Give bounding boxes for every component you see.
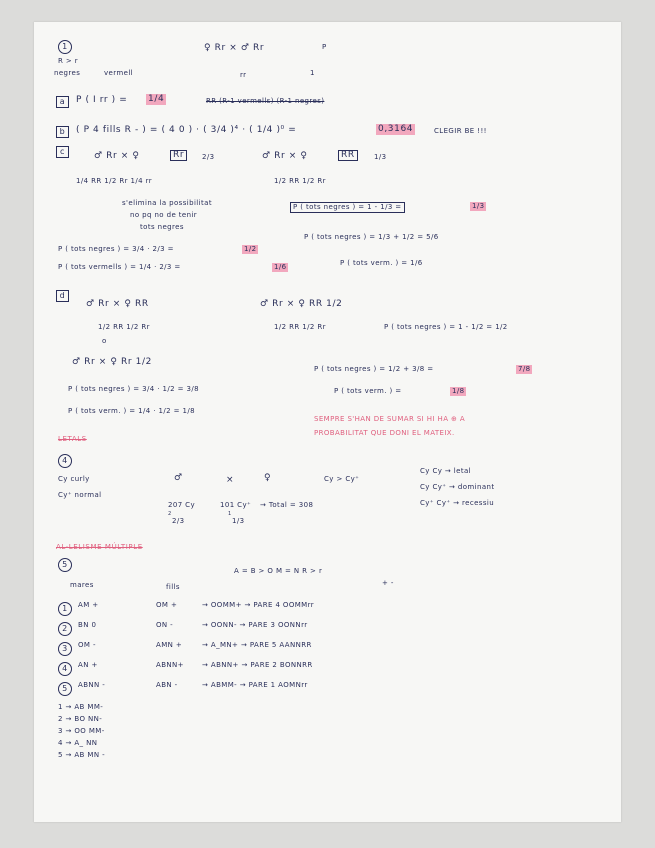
question-number-1: 1 [58, 40, 72, 54]
question-number-5: 5 [58, 558, 72, 572]
part-c-label: c [56, 146, 69, 158]
cross-parents: ♀ Rr × ♂ Rr [204, 43, 265, 53]
q5-row-fill: ON - [156, 621, 174, 629]
part-d-cross1: ♂ Rr × ♀ RR [86, 299, 149, 309]
q5-plus-minus: + - [382, 579, 394, 587]
part-c-cross2-box: RR [338, 150, 358, 161]
part-d-offspring2: 1/2 RR 1/2 Rr [274, 323, 326, 331]
q5-col-mares: mares [70, 581, 94, 589]
part-c-cross2-frac: 1/3 [374, 153, 387, 161]
q4-frac1-prefix: 2 [168, 511, 172, 517]
q5-allele-ranks: A = B > O M = N R > r [234, 567, 323, 575]
q4-result-recessiu: Cy⁺ Cy⁺ → recessiu [420, 499, 495, 507]
part-d-offspring1: 1/2 RR 1/2 Rr [98, 323, 150, 331]
q4-cross-x: × [226, 475, 235, 485]
q5-row-res: → OOMM+ → PARE 4 OOMMrr [202, 601, 315, 609]
part-c-cross2: ♂ Rr × ♀ [262, 151, 308, 161]
q4-count-cy-plus: 101 Cy⁺ [220, 501, 252, 509]
q5-row-mare: ABNN - [78, 681, 106, 689]
part-d-note-line1: SEMPRE S'HAN DE SUMAR SI HI HA ⊕ A [314, 415, 466, 423]
allele-ranking: R > r [58, 57, 79, 65]
question-number-4: 4 [58, 454, 72, 468]
q5-summary-item: 2 → BO NN- [58, 715, 103, 723]
part-b-equation: ( P 4 fills R - ) = ( 4 0 ) · ( 3/4 )⁴ · ( 1/4 )⁰ = [76, 125, 297, 135]
color-negres: negres [54, 69, 81, 77]
part-c-p-negres-case1-answer: 1/2 [244, 245, 257, 253]
part-d-p-negres-sum: P ( tots negres ) = 1/2 + 3/8 = [314, 365, 434, 373]
label-p: P [322, 43, 327, 51]
part-c-p-negres-sum: P ( tots negres ) = 1/3 + 1/2 = 5/6 [304, 233, 439, 241]
part-d-p-negres-top: P ( tots negres ) = 1 - 1/2 = 1/2 [384, 323, 508, 331]
part-d-note-line2: PROBABILITAT QUE DONI EL MATEIX. [314, 429, 455, 437]
part-d-p-verm-sum-answer: 1/8 [452, 387, 465, 395]
q5-summary-item: 4 → A_ NN [58, 739, 98, 747]
q5-row-res: → ABMM- → PARE 1 AOMNrr [202, 681, 308, 689]
part-d-p-verm-case3: P ( tots verm. ) = 1/4 · 1/2 = 1/8 [68, 407, 195, 415]
part-a-strikethrough-note: RR (R-1 vermells) (R-1 negres) [206, 97, 325, 105]
part-c-cross1-box: Rr [170, 150, 187, 161]
label-i: 1 [310, 69, 315, 77]
q4-female-symbol: ♀ [264, 473, 272, 483]
q5-row-n: 2 [58, 622, 72, 636]
q5-row-n: 3 [58, 642, 72, 656]
part-c-elim-line2: no pq no de tenir [130, 211, 198, 219]
part-c-elim-line1: s'elimina la possibilitat [122, 199, 212, 207]
q5-row-fill: ABNN+ [156, 661, 184, 669]
notebook-page [34, 22, 621, 822]
part-a-label: a [56, 96, 69, 108]
q4-male-symbol: ♂ [174, 473, 183, 483]
q5-col-fills: fills [166, 583, 180, 591]
part-d-label: d [56, 290, 69, 302]
q5-row-fill: AMN + [156, 641, 183, 649]
part-d-cross3: ♂ Rr × ♀ Rr 1/2 [72, 357, 152, 367]
part-c-p-negres-case1: P ( tots negres ) = 3/4 · 2/3 = [58, 245, 174, 253]
q4-frac1: 2/3 [172, 517, 185, 525]
part-d-p-negres-sum-answer: 7/8 [518, 365, 531, 373]
q5-row-n: 4 [58, 662, 72, 676]
q4-cy-normal: Cy⁺ normal [58, 491, 102, 499]
part-c-p-negres-all-answer: 1/3 [472, 202, 485, 210]
part-c-offspring1: 1/4 RR 1/2 Rr 1/4 rr [76, 177, 153, 185]
q5-row-fill: OM + [156, 601, 178, 609]
part-d-cross2: ♂ Rr × ♀ RR 1/2 [260, 299, 343, 309]
part-c-elim-line3: tots negres [140, 223, 184, 231]
q5-row-n: 5 [58, 682, 72, 696]
part-c-cross1: ♂ Rr × ♀ [94, 151, 140, 161]
q4-count-cy: 207 Cy [168, 501, 196, 509]
q5-row-fill: ABN - [156, 681, 178, 689]
part-a-equation: P ( I rr ) = [76, 95, 128, 105]
q5-summary-item: 5 → AB MN - [58, 751, 106, 759]
part-c-p-verm-sum: P ( tots verm. ) = 1/6 [340, 259, 423, 267]
part-c-p-verm-case1: P ( tots vermells ) = 1/4 · 2/3 = [58, 263, 181, 271]
q4-result-dominant: Cy Cy⁺ → dominant [420, 483, 495, 491]
q5-row-mare: AM + [78, 601, 99, 609]
q4-total: → Total = 308 [260, 501, 314, 509]
part-b-note: CLEGIR BE !!! [434, 127, 487, 135]
part-d-p-verm-sum: P ( tots verm. ) = [334, 387, 402, 395]
q4-cy-curly: Cy curly [58, 475, 90, 483]
q5-row-mare: OM - [78, 641, 96, 649]
part-c-p-verm-case1-answer: 1/6 [274, 263, 287, 271]
part-c-p-negres-all: P ( tots negres ) = 1 - 1/3 = [290, 202, 405, 213]
part-c-offspring2: 1/2 RR 1/2 Rr [274, 177, 326, 185]
q5-row-mare: AN + [78, 661, 98, 669]
section-header-letals: LETALS [58, 435, 87, 443]
color-vermell: vermell [104, 69, 134, 77]
part-d-or: o [102, 337, 107, 345]
q4-frac2: 1/3 [232, 517, 245, 525]
q4-result-letal: Cy Cy → letal [420, 467, 472, 475]
part-c-cross1-frac: 2/3 [202, 153, 215, 161]
genotype-rr: rr [240, 71, 247, 79]
q5-summary-item: 1 → AB MM- [58, 703, 104, 711]
part-b-label: b [56, 126, 69, 138]
part-d-p-negres-case3: P ( tots negres ) = 3/4 · 1/2 = 3/8 [68, 385, 199, 393]
q5-row-n: 1 [58, 602, 72, 616]
q5-row-mare: BN 0 [78, 621, 97, 629]
q5-row-res: → OONN- → PARE 3 OONNrr [202, 621, 308, 629]
q5-row-res: → A_MN+ → PARE 5 AANNRR [202, 641, 312, 649]
section-header-allelisme: AL·LELISME MÚLTIPLE [56, 543, 143, 551]
part-a-answer: 1/4 [148, 94, 165, 104]
q4-frac2-prefix: 1 [228, 511, 232, 517]
q4-dominance: Cy > Cy⁺ [324, 475, 360, 483]
q5-summary-item: 3 → OO MM- [58, 727, 105, 735]
part-b-answer: 0,3164 [378, 124, 414, 134]
q5-row-res: → ABNN+ → PARE 2 BONNRR [202, 661, 313, 669]
